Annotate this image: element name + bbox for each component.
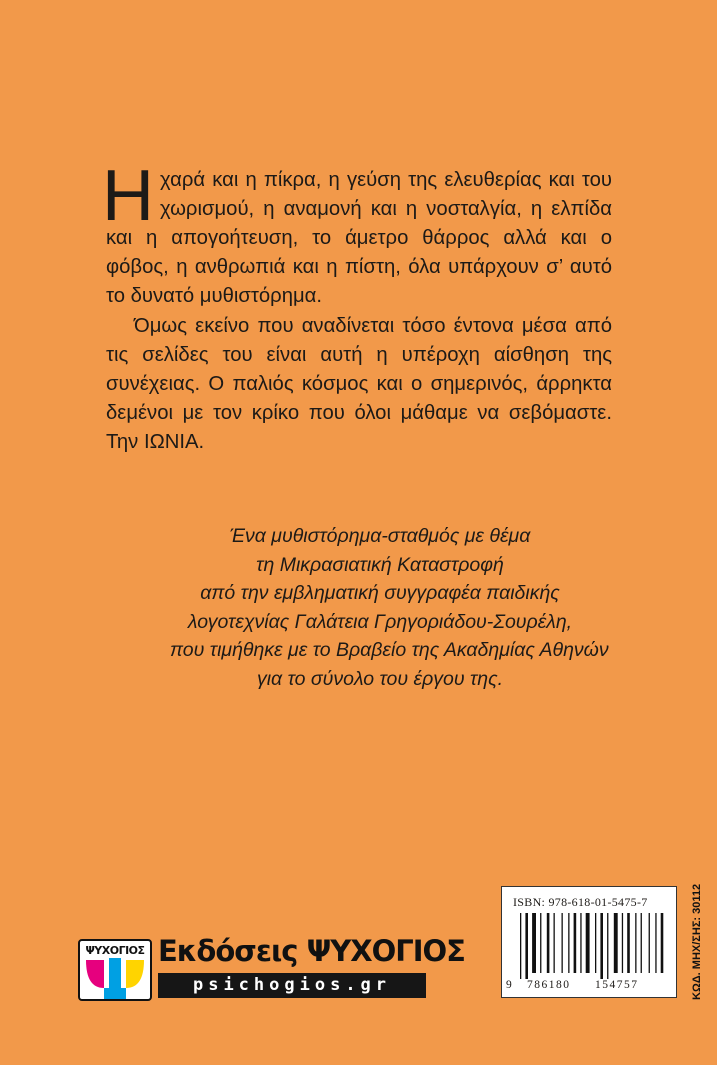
publisher-website: psichogios.gr — [158, 973, 426, 998]
isbn-barcode-box — [501, 886, 677, 998]
tagline — [170, 522, 609, 693]
tagline-line: Ένα μυθιστόρημα-σταθμός με θέμα — [229, 525, 531, 547]
barcode-icon — [518, 913, 668, 979]
paragraph-2: Όμως εκείνο που αναδίνεται τόσο έντονα μέσα από τις σελίδες του είναι αυτή η υπέροχη αίσθηση της συνέχειας. Ο παλιός κόσμος και ο σημερινός, άρρηκτα δεμένοι με τον κρίκο που όλοι μάθαμε να σεβόμαστε. Την ΙΩΝΙΑ. — [106, 315, 612, 453]
tagline-line: λογοτεχνίας Γαλάτεια Γρηγοριάδου-Σουρέλη, — [187, 610, 573, 633]
tagline-line: για το σύνολο του έργου της. — [256, 667, 504, 690]
isbn-digit-first: 9 — [506, 979, 512, 991]
publisher-logo-text: ΨΥΧΟΓΙΟΣ — [85, 944, 145, 957]
tagline-line: από την εμβληματική συγγραφέα παιδικής — [200, 582, 560, 604]
paragraph-1-text: χαρά και η πίκρα, η γεύση της ελευθερίας και του χωρισμού, η αναμονή και η νοσταλγία, η ελπίδα και η απογοήτευση, το άμετρο θάρρος αλλά και ο φόβος, η ανθρωπιά και η πίστη, όλα υπάρχουν σ’ αυτό το δυνατό μυθιστόρημα. — [106, 169, 612, 307]
isbn-digits-right: 154757 — [595, 979, 639, 991]
publisher-name: Εκδόσεις ΨΥΧΟΓΙΟΣ — [158, 934, 465, 968]
paragraph-1 — [102, 156, 612, 311]
psi-logo-icon — [80, 958, 150, 999]
isbn-digits-left: 786180 — [527, 979, 571, 991]
publisher-logo — [78, 939, 152, 1001]
drop-cap: Η — [102, 156, 154, 236]
isbn-label: ISBN: 978-618-01-5475-7 — [513, 895, 648, 909]
back-cover-text — [102, 156, 612, 457]
tagline-line: τη Μικρασιατική Καταστροφή — [256, 553, 504, 576]
product-code: ΚΩΔ. ΜΗΧ/ΣΗΣ: 30112 — [691, 883, 703, 1000]
tagline-line: που τιμήθηκε με το Βραβείο της Ακαδημίας Αθηνών — [170, 639, 609, 661]
